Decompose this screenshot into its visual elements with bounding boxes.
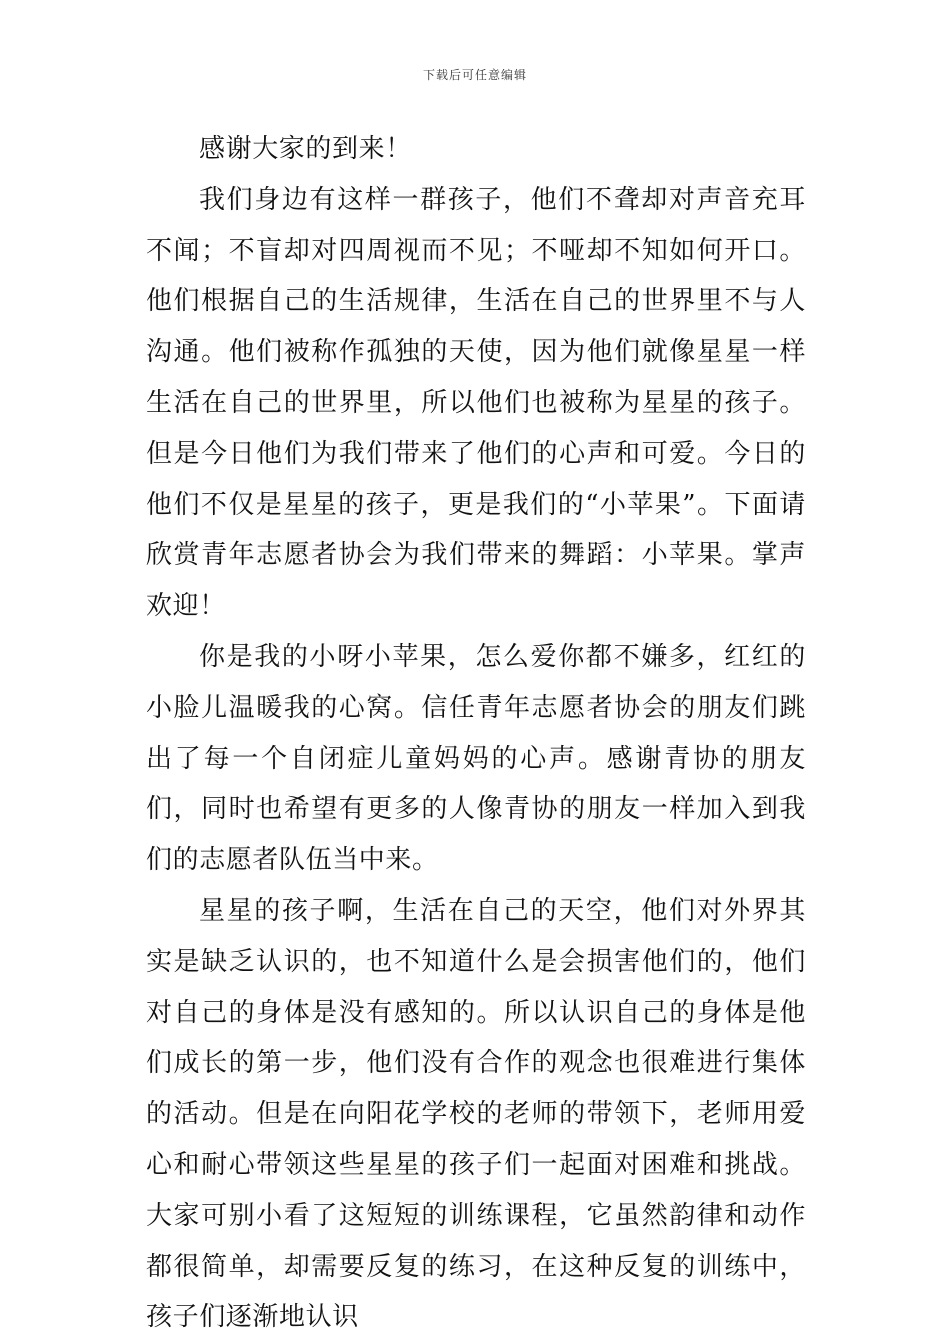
paragraph-greeting: 感谢大家的到来！ [199, 134, 412, 164]
document-body [146, 124, 806, 1343]
page-header-note: 下载后可任意编辑 [422, 68, 527, 82]
paragraph-star-children: 星星的孩子啊，生活在自己的天空，他们对外界其实是缺乏认识的，也不知道什么是会损害他们的，他们对自己的身体是没有感知的。所以认识自己的身体是他们成长的第一步，他们没有合作的观念也很难进行集体的活动。但是在向阳花学校的老师的带领下，老师用爱心和耐心带领这些星星的孩子们一起面对困难和挑战。大家可别小看了这短短的训练课程，它虽然韵律和动作都很简单，却需要反复的练习，在这种反复的训练中，孩子们逐渐地认识 [146, 895, 806, 1333]
paragraph-introduction: 我们身边有这样一群孩子，他们不聋却对声音充耳不闻；不盲却对四周视而不见；不哑却不知如何开口。他们根据自己的生活规律，生活在自己的世界里不与人沟通。他们被称作孤独的天使，因为他们就像星星一样生活在自己的世界里，所以他们也被称为星星的孩子。但是今日他们为我们带来了他们的心声和可爱。今日的他们不仅是星星的孩子，更是我们的“小苹果”。下面请欣赏青年志愿者协会为我们带来的舞蹈：小苹果。掌声欢迎！ [146, 184, 806, 622]
paragraph-little-apple: 你是我的小呀小苹果，怎么爱你都不嫌多，红红的小脸儿温暖我的心窝。信任青年志愿者协会的朋友们跳出了每一个自闭症儿童妈妈的心声。感谢青协的朋友们，同时也希望有更多的人像青协的朋友一样加入到我们的志愿者队伍当中来。 [146, 641, 806, 876]
